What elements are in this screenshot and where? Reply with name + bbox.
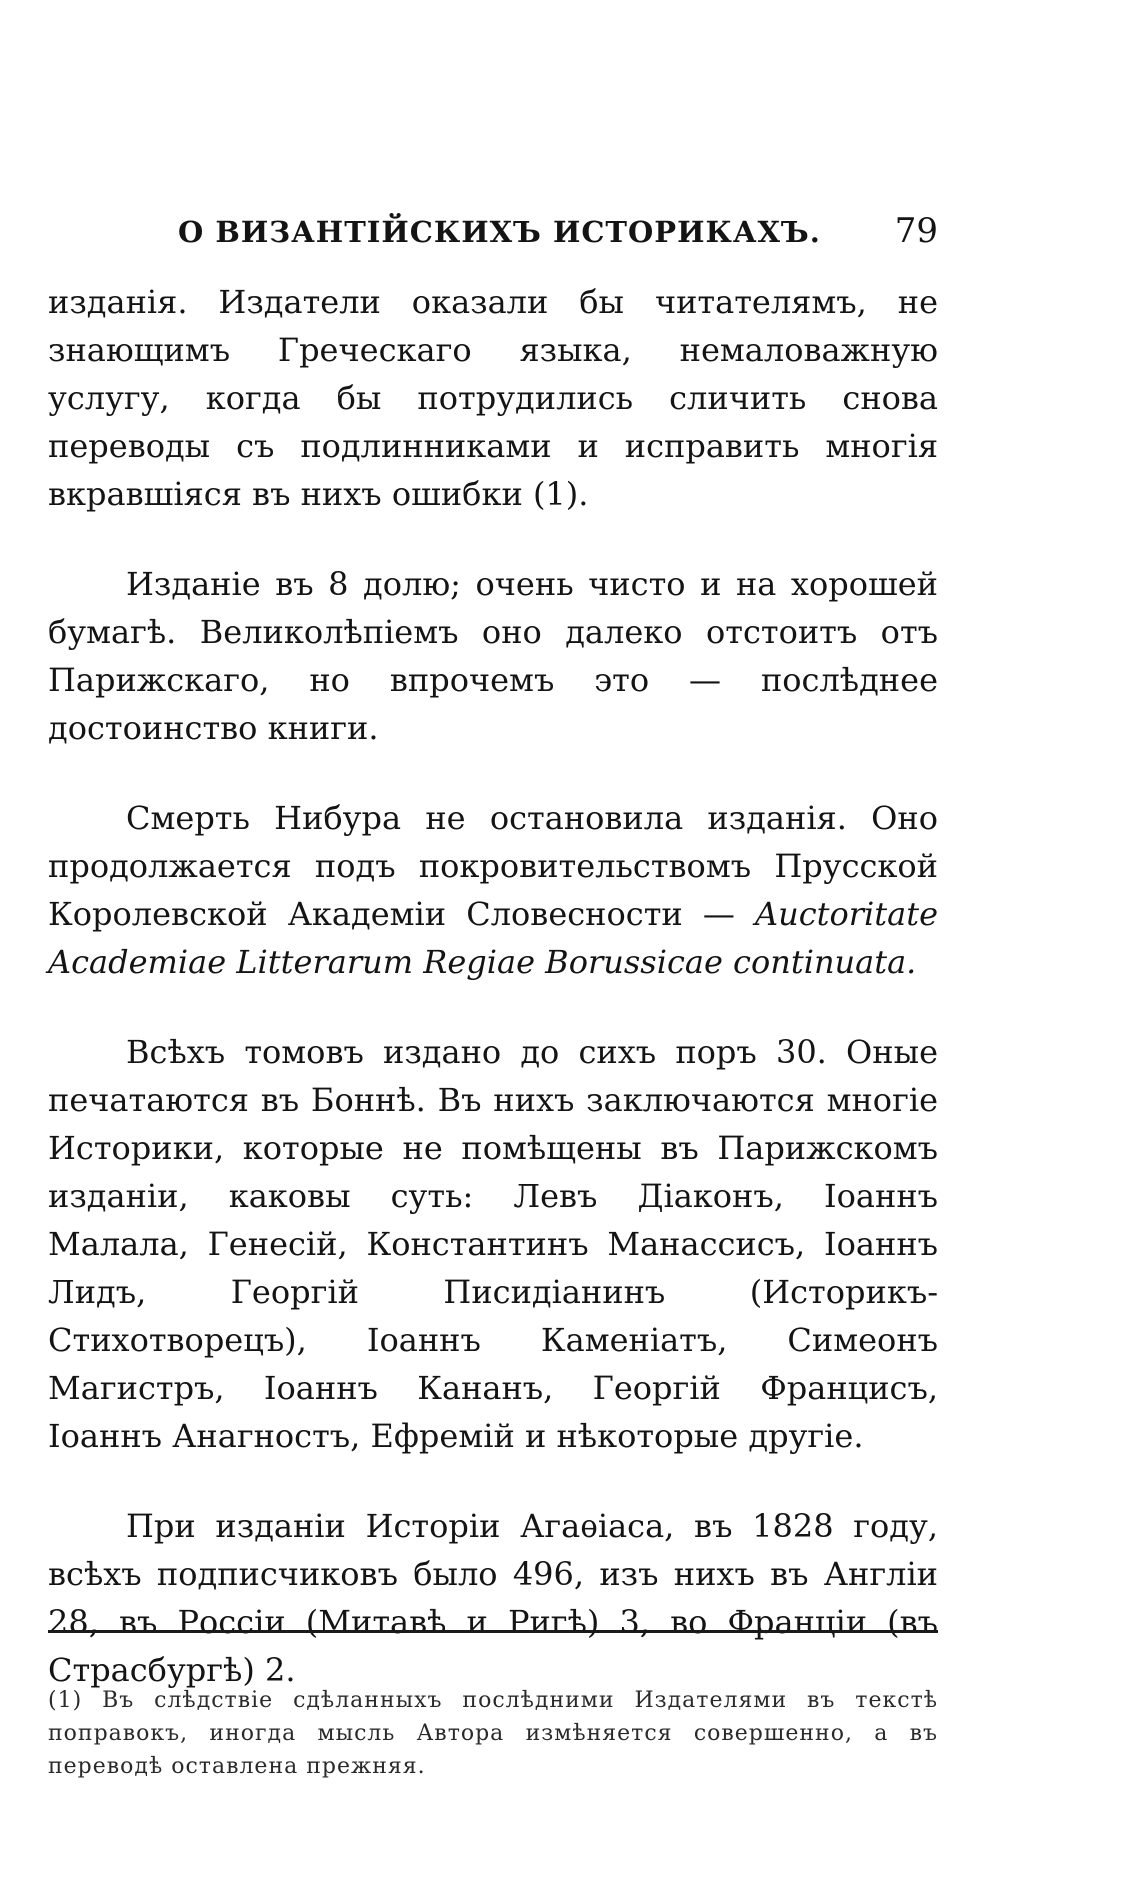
paragraph-text: Изданіе въ 8 долю; очень чисто и на хорошей бумагѣ. Великолѣпіемъ оно далеко отстоитъ отъ Парижскаго, но впрочемъ это — послѣднее достоинство книги. bbox=[48, 565, 938, 747]
paragraph-edition bbox=[48, 560, 938, 752]
paragraph-text: Смерть Нибура не остановила изданія. Оно продолжается подъ покровительствомъ Прусской Королевской Академіи Словесности — bbox=[48, 799, 938, 933]
footnote-text: (1) Въ слѣдствіе сдѣланныхъ послѣдними Издателями въ текстѣ поправокъ, иногда мысль Автора измѣняется совершенно, а въ переводѣ оставлена прежняя. bbox=[48, 1688, 938, 1779]
paragraph-text: При изданіи Исторіи Агаѳіаса, въ 1828 году, всѣхъ подписчиковъ было 496, изъ нихъ въ Англіи 28, въ Россіи (Митавѣ и Ригѣ) 3, во Франціи (въ Страсбургѣ) 2. bbox=[48, 1507, 938, 1689]
page-number: 79 bbox=[894, 211, 938, 251]
paragraph-text: изданія. Издатели оказали бы читателямъ, не знающимъ Греческаго языка, немаловажную услугу, когда бы потрудились сличить снова переводы съ подлинниками и исправить многія вкравшіяся въ нихъ ошибки (1). bbox=[48, 283, 938, 513]
footnote bbox=[48, 1684, 938, 1783]
latin-phrase: Auctoritate Academiae Litterarum Regiae Borussicae continuata. bbox=[48, 895, 939, 981]
running-head bbox=[48, 205, 938, 255]
paragraph-volumes bbox=[48, 1028, 938, 1460]
paragraph-text: Всѣхъ томовъ издано до сихъ поръ 30. Оные печатаются въ Боннѣ. Въ нихъ заключаются многіе Историки, которые не помѣщены въ Парижскомъ изданіи, каковы суть: Левъ Діаконъ, Іоаннъ Малала, Генесій, Константинъ Манассисъ, Іоаннъ Лидъ, Георгій Писидіанинъ (Историкъ-Стихотворецъ), Іоаннъ Каменіатъ, Симеонъ Магистръ, Іоаннъ Кананъ, Георгій Францисъ, Іоаннъ Анагностъ, Ефремій и нѣкоторые другіе. bbox=[48, 1033, 938, 1455]
book-page bbox=[48, 0, 938, 1892]
footnote-rule bbox=[48, 1630, 938, 1633]
body-text bbox=[48, 278, 938, 1736]
paragraph-niebuhr bbox=[48, 794, 938, 986]
paragraph-continuation bbox=[48, 278, 938, 518]
paragraph-subscribers bbox=[48, 1502, 938, 1694]
running-title: О ВИЗАНТІЙСКИХЪ ИСТОРИКАХЪ. bbox=[178, 215, 821, 249]
